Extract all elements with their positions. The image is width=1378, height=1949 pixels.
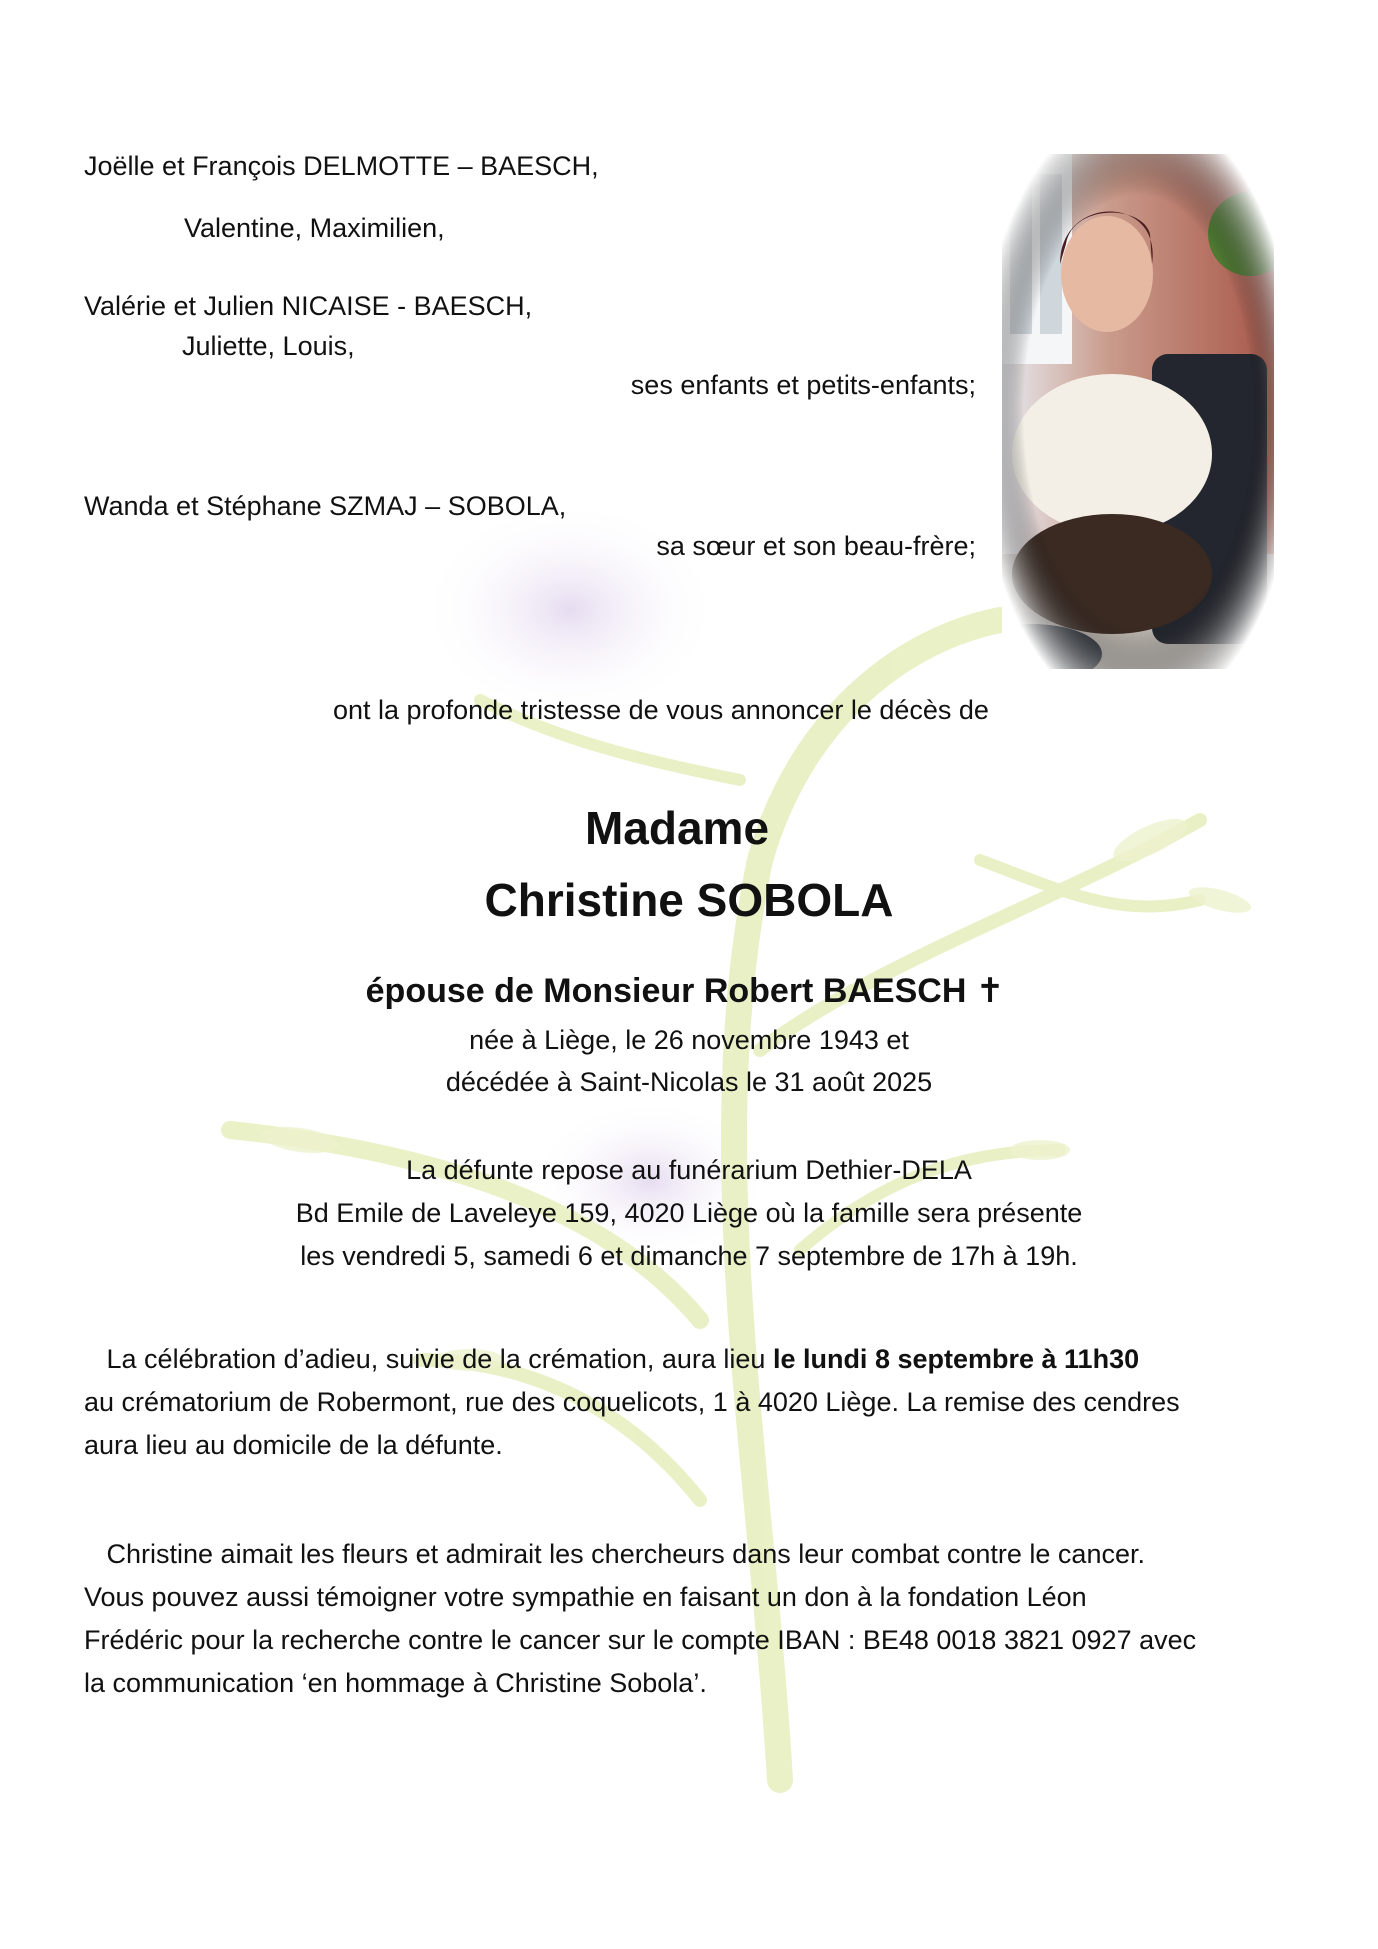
spouse-text: épouse de Monsieur Robert BAESCH xyxy=(365,972,967,1010)
donation-line-2: Vous pouvez aussi témoigner votre sympathie en faisant un don à la fondation Léon xyxy=(84,1582,1087,1612)
donation-line-1-text: Christine aimait les fleurs et admirait les chercheurs dans leur combat contre le cancer. xyxy=(106,1539,1145,1569)
spouse-line xyxy=(0,970,1374,1012)
donation-paragraph xyxy=(84,1533,1314,1705)
family-line-4: Juliette, Louis, xyxy=(182,331,355,361)
ceremony-date: le lundi 8 septembre à 11h30 xyxy=(772,1344,1140,1374)
ceremony-intro: La célébration d’adieu, suivie de la crémation, aura lieu xyxy=(106,1344,766,1374)
ceremony-line-2: au crématorium de Robermont, rue des coquelicots, 1 à 4020 Liège. La remise des cendres xyxy=(84,1387,1180,1417)
deceased-photo xyxy=(1002,154,1274,669)
deceased-title: Madame xyxy=(584,802,770,854)
cross-icon: ✝ xyxy=(975,972,1005,1010)
family-line-3: Valérie et Julien NICAISE - BAESCH, xyxy=(84,291,533,321)
death-line: décédée à Saint-Nicolas le 31 août 2025 xyxy=(445,1067,933,1097)
family-line-1: Joëlle et François DELMOTTE – BAESCH, xyxy=(84,151,599,181)
ceremony-paragraph xyxy=(84,1338,1314,1467)
visitation-line-2: Bd Emile de Laveleye 159, 4020 Liège où la famille sera présente xyxy=(295,1198,1083,1228)
ceremony-line-3: aura lieu au domicile de la défunte. xyxy=(84,1430,503,1460)
announcement-text: ont la profonde tristesse de vous annoncer le décès de xyxy=(333,695,989,725)
ceremony-line-1 xyxy=(84,1338,1314,1381)
visitation-line-1: La défunte repose au funérarium Dethier-DELA xyxy=(406,1155,972,1185)
donation-line-3: Frédéric pour la recherche contre le cancer sur le compte IBAN : BE48 0018 3821 0927 avec xyxy=(84,1625,1197,1655)
deceased-name: Christine SOBOLA xyxy=(484,874,894,926)
family-line-5: Wanda et Stéphane SZMAJ – SOBOLA, xyxy=(84,491,567,521)
donation-line-4: la communication ‘en hommage à Christine Sobola’. xyxy=(84,1668,707,1698)
birth-line: née à Liège, le 26 novembre 1943 et xyxy=(469,1025,909,1055)
donation-line-1 xyxy=(84,1533,1314,1576)
visitation-line-3: les vendredi 5, samedi 6 et dimanche 7 septembre de 17h à 19h. xyxy=(300,1241,1078,1271)
family-role-2: sa sœur et son beau-frère; xyxy=(656,531,976,561)
family-line-2: Valentine, Maximilien, xyxy=(184,213,445,243)
family-role-1: ses enfants et petits-enfants; xyxy=(630,370,976,400)
